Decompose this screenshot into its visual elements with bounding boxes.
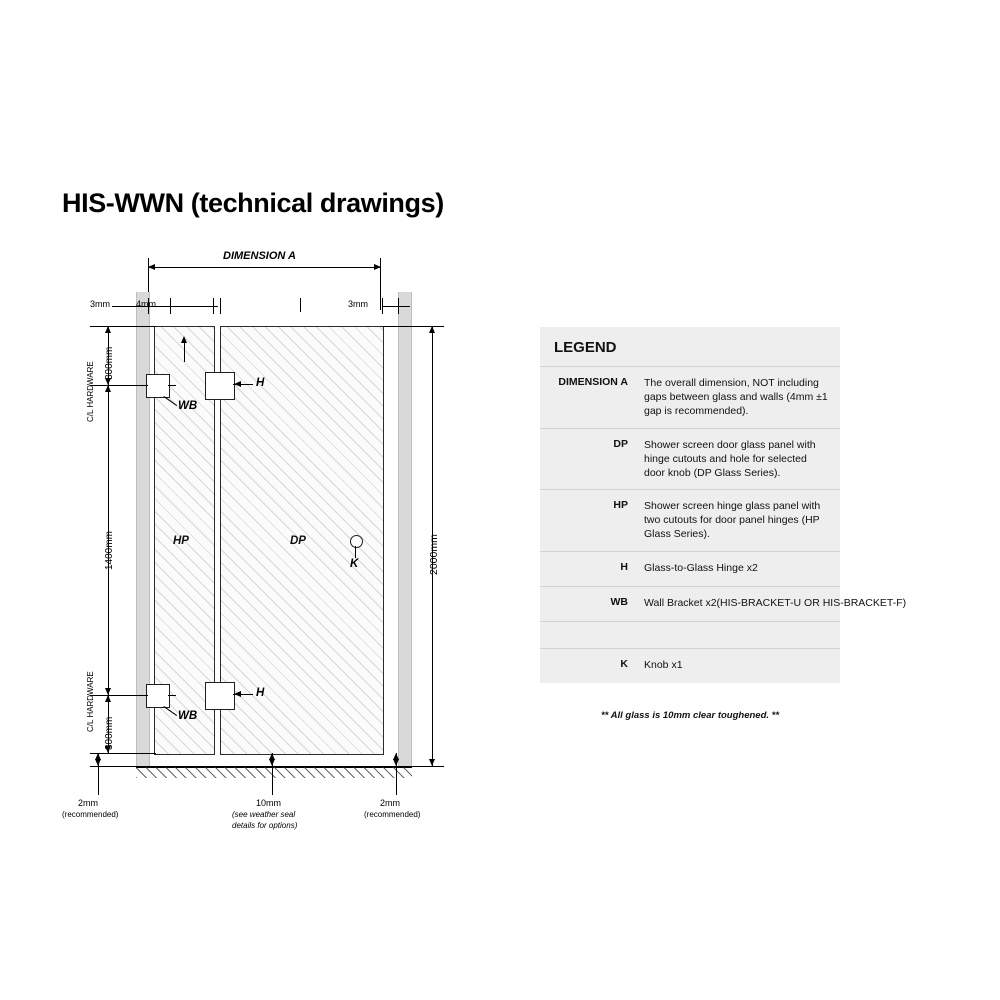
floor-right-arrow-down-icon: [393, 759, 399, 766]
floor-center-note-1: (see weather seal: [232, 810, 296, 819]
gap-mid-tick-a: [213, 298, 214, 314]
wall-bracket-bottom: [146, 684, 170, 708]
legend-key: HP: [613, 499, 628, 512]
dim-2000-label: 2000mm: [428, 534, 440, 575]
hinge-bottom-label: H: [256, 687, 265, 699]
dim-300-top-arrow-up-icon: [105, 326, 111, 333]
floor-left-arrow-down-icon: [95, 759, 101, 766]
floor-right-gap-label: 2mm: [380, 798, 400, 808]
legend-value: Knob x1: [644, 658, 683, 671]
hinge-bottom-arrow-icon: [234, 691, 241, 697]
dim-a-label: DIMENSION A: [223, 250, 296, 262]
legend-value: Wall Bracket x2(HIS-BRACKET-U OR HIS-BRACKET-F): [644, 596, 907, 609]
legend-key: [540, 622, 636, 648]
floor-left-gap-label: 2mm: [78, 798, 98, 808]
legend-footnote: ** All glass is 10mm clear toughened. **: [600, 710, 780, 721]
hp-indicator-arrow-icon: [181, 336, 187, 343]
hinge-top-arrow-icon: [234, 381, 241, 387]
wall-bracket-top-stem: [168, 385, 176, 386]
technical-drawing: [60, 250, 480, 840]
gap-right-tick-b: [398, 298, 399, 314]
door-knob-icon: [350, 535, 363, 548]
ext-line-hw-bottom: [90, 695, 148, 696]
dim-a-arrow-right-icon: [374, 264, 381, 270]
legend-key: H: [620, 560, 628, 573]
ext-line-hw-top: [90, 385, 148, 386]
legend-title: LEGEND: [540, 327, 840, 367]
dim-300-bottom-arrow-up-icon: [105, 695, 111, 702]
legend-value: Shower screen door glass panel with hinge cutouts and hole for selected door knob (DP Glass Series).: [644, 438, 816, 479]
hinge-top-label: H: [256, 377, 265, 389]
floor-left-gap-note: (recommended): [62, 810, 119, 819]
legend-row-k: [540, 649, 840, 683]
dim-2000-arrow-down-icon: [429, 759, 435, 766]
panel-split-tick: [300, 298, 301, 312]
legend-row-hp: [540, 490, 840, 552]
hinge-top: [205, 372, 235, 400]
wall-bracket-top: [146, 374, 170, 398]
legend-value: The overall dimension, NOT including gaps between glass and walls (4mm ±1 gap is recommended).: [644, 377, 828, 418]
gap-mid-tick-b: [220, 298, 221, 314]
legend-value: Shower screen hinge glass panel with two cutouts for door panel hinges (HP Glass Series).: [644, 500, 821, 541]
legend-value: Glass-to-Glass Hinge x2: [644, 561, 758, 574]
legend-row-dimension-a: [540, 367, 840, 429]
hp-indicator-line: [184, 340, 185, 362]
panel-hp-label: HP: [173, 535, 189, 547]
dim-300-top-label: 300mm: [104, 346, 115, 380]
dim-1400-arrow-down-icon: [105, 688, 111, 695]
legend-key: K: [620, 657, 628, 670]
dim-1400-arrow-up-icon: [105, 385, 111, 392]
floor-center-arrow-down-icon: [269, 759, 275, 766]
dim-1400-label: 1400mm: [104, 531, 115, 570]
dim-300-bottom-label: 300mm: [104, 716, 115, 750]
legend-panel: [540, 327, 907, 683]
gap-right-tick-a: [382, 298, 383, 314]
gap-right-label: 3mm: [348, 299, 368, 309]
cl-hardware-bottom-label: C/L HARDWARE: [86, 671, 95, 732]
legend-row-h: [540, 552, 840, 587]
dim-2000-arrow-up-icon: [429, 326, 435, 333]
floor-right-gap-note: (recommended): [364, 810, 421, 819]
legend-key: DP: [613, 437, 628, 450]
knob-leader: [355, 546, 356, 558]
cl-hardware-top-label: C/L HARDWARE: [86, 361, 95, 422]
legend-row-wb: [540, 587, 907, 622]
ext-line-top: [90, 326, 156, 327]
gap-right-dim-line: [382, 306, 410, 307]
gap-left-label: 3mm: [90, 299, 110, 309]
dim-a-arrow-left-icon: [148, 264, 155, 270]
dim-a-line: [148, 267, 381, 268]
gap-mid-label: 4mm: [136, 299, 156, 309]
wall-bracket-bottom-stem: [168, 695, 176, 696]
gap-mid-dim-line: [170, 306, 218, 307]
floor-center-note-2: details for options): [232, 821, 298, 830]
hinge-bottom: [205, 682, 235, 710]
knob-label: K: [350, 558, 359, 570]
legend-value: [636, 622, 840, 648]
right-ext-top: [382, 326, 444, 327]
legend-row-spacer: [540, 622, 840, 649]
legend-key: DIMENSION A: [558, 376, 628, 388]
floor-center-gap-label: 10mm: [256, 798, 282, 808]
wall-right: [398, 292, 412, 766]
floor-hatch: [136, 767, 412, 778]
page-title: HIS-WWN (technical drawings): [62, 188, 444, 218]
wall-bracket-bottom-label: WB: [178, 710, 198, 722]
panel-dp-label: DP: [290, 535, 306, 547]
legend-row-dp: [540, 429, 840, 491]
wall-bracket-top-label: WB: [178, 400, 198, 412]
legend-key: WB: [610, 595, 628, 608]
